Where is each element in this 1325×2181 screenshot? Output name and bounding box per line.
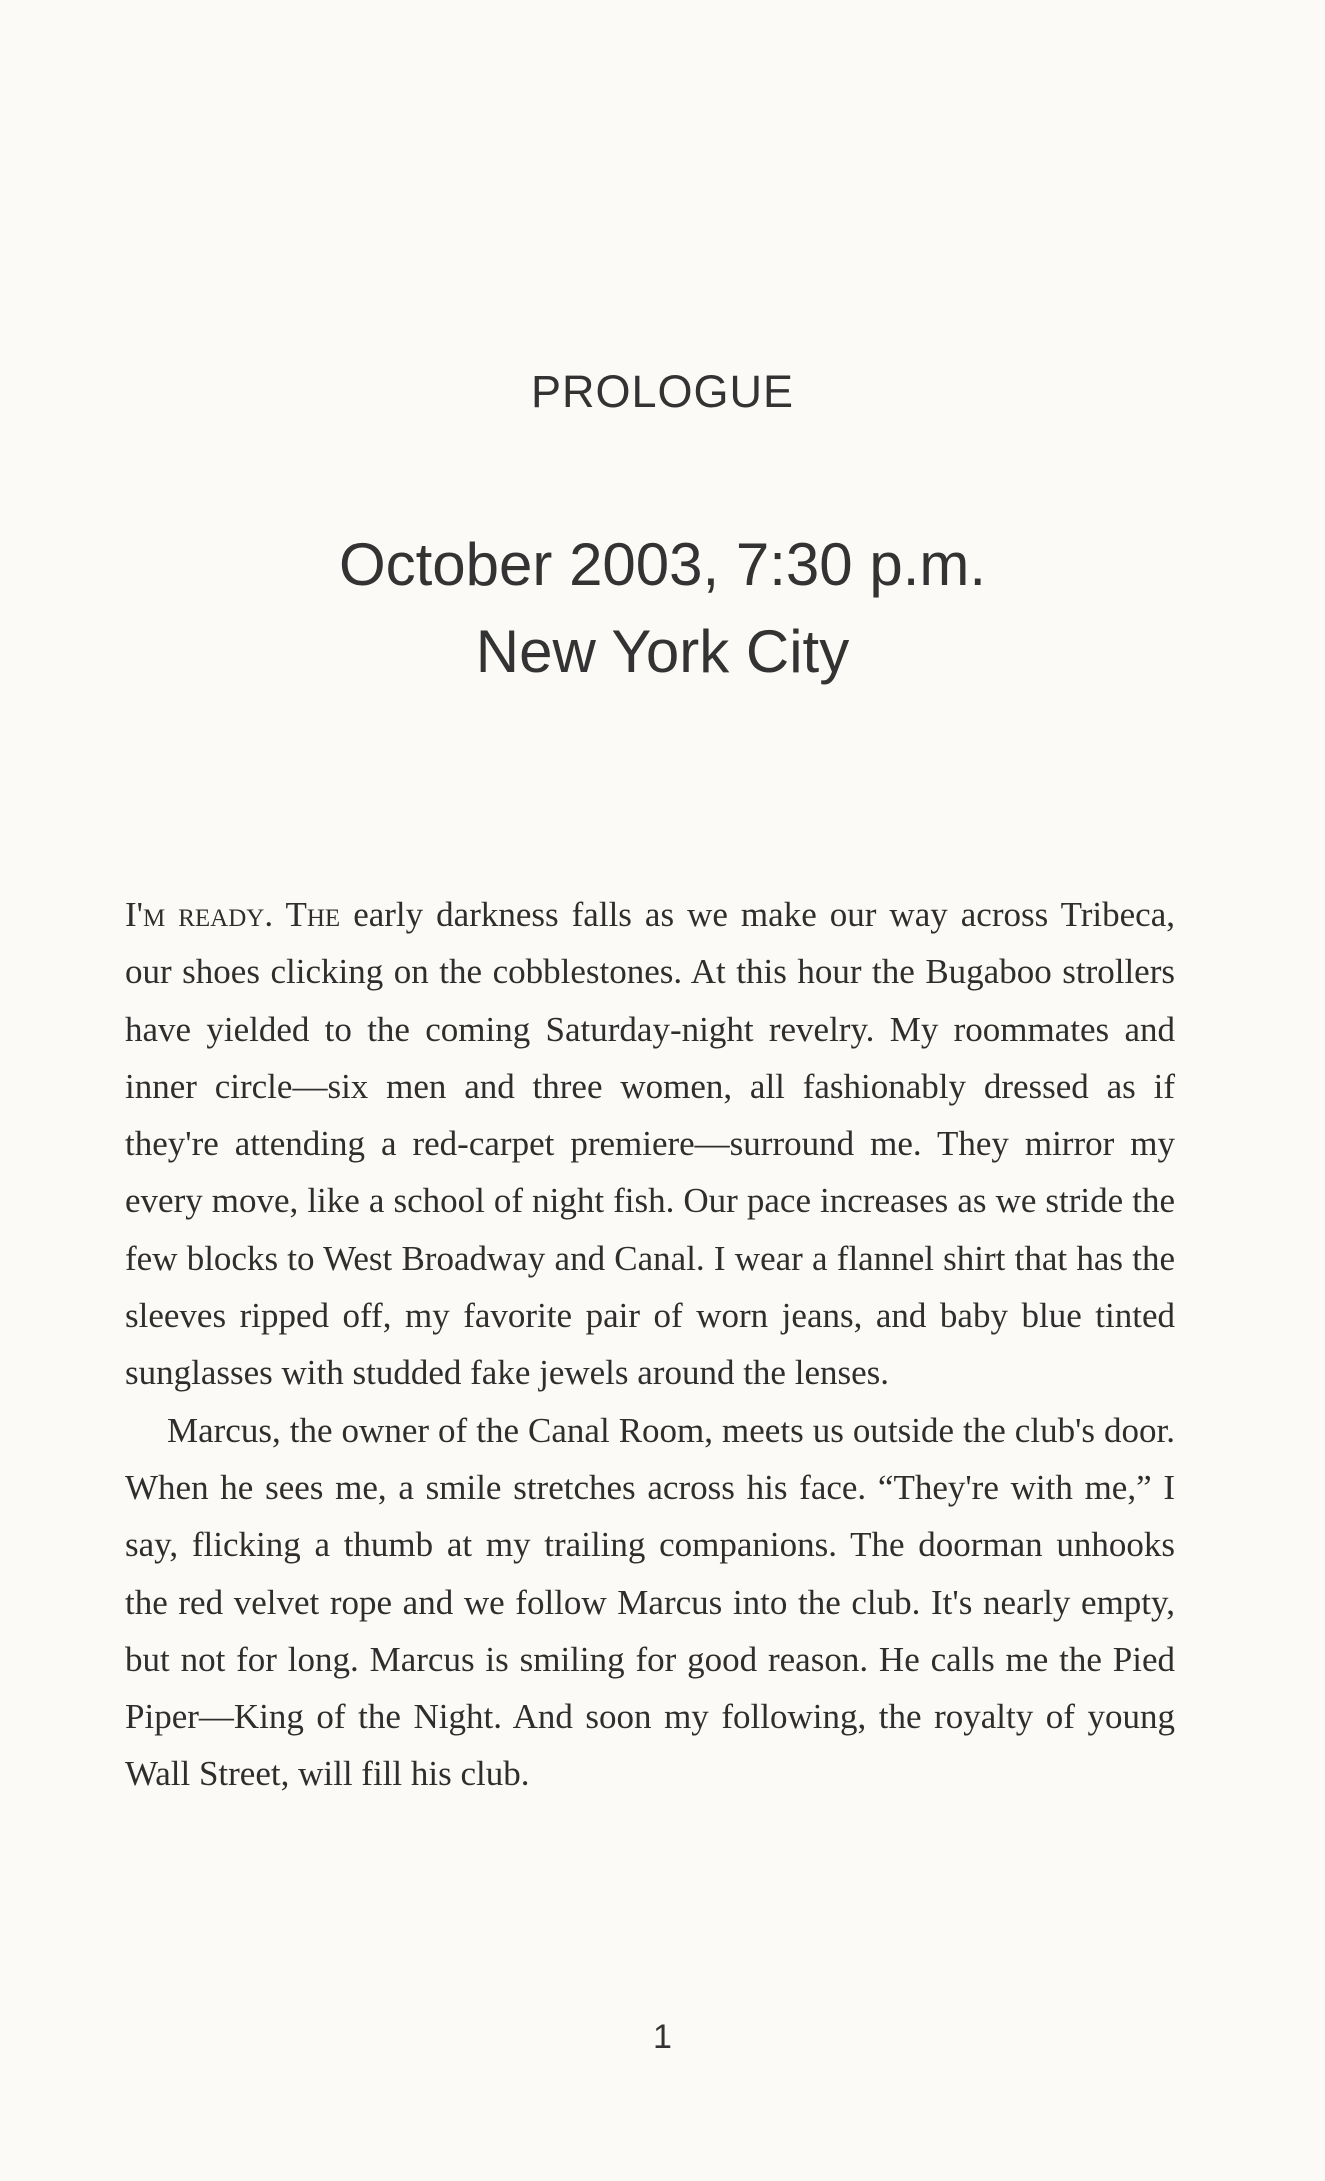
paragraph-1 bbox=[125, 886, 1175, 1402]
paragraph-2: Marcus, the owner of the Canal Room, meets us outside the club's door. When he sees me, a smile stretches across his face. “They're with me,” I say, flicking a thumb at my trailing companions. The doorman unhooks the red velvet rope and we follow Marcus into the club. It's nearly empty, but not for long. Marcus is smiling for good reason. He calls me the Pied Piper—King of the Night. And soon my following, the royalty of young Wall Street, will fill his club. bbox=[125, 1410, 1175, 1794]
section-heading: PROLOGUE bbox=[530, 366, 795, 417]
paragraph-1-lead: I'm ready. The bbox=[125, 895, 341, 934]
paragraph-1-text: early darkness falls as we make our way across Tribeca, our shoes clicking on the cobblestones. At this hour the Bugaboo strollers have yielded to the coming Saturday-night revelry. My roommates and inner circle—six men and three women, all fashionably dressed as if they're attending a red-carpet premiere—surround me. They mirror my every move, like a school of night fish. Our pace increases as we stride the few blocks to West Broadway and Canal. I wear a flannel shirt that has the sleeves ripped off, my favorite pair of worn jeans, and baby blue tinted sunglasses with studded fake jewels around the lenses. bbox=[125, 895, 1175, 1393]
page-number: 1 bbox=[653, 2018, 672, 2056]
chapter-date-time: October 2003, 7:30 p.m. bbox=[338, 531, 987, 598]
chapter-location: New York City bbox=[475, 618, 850, 685]
body-text bbox=[125, 886, 1175, 1803]
